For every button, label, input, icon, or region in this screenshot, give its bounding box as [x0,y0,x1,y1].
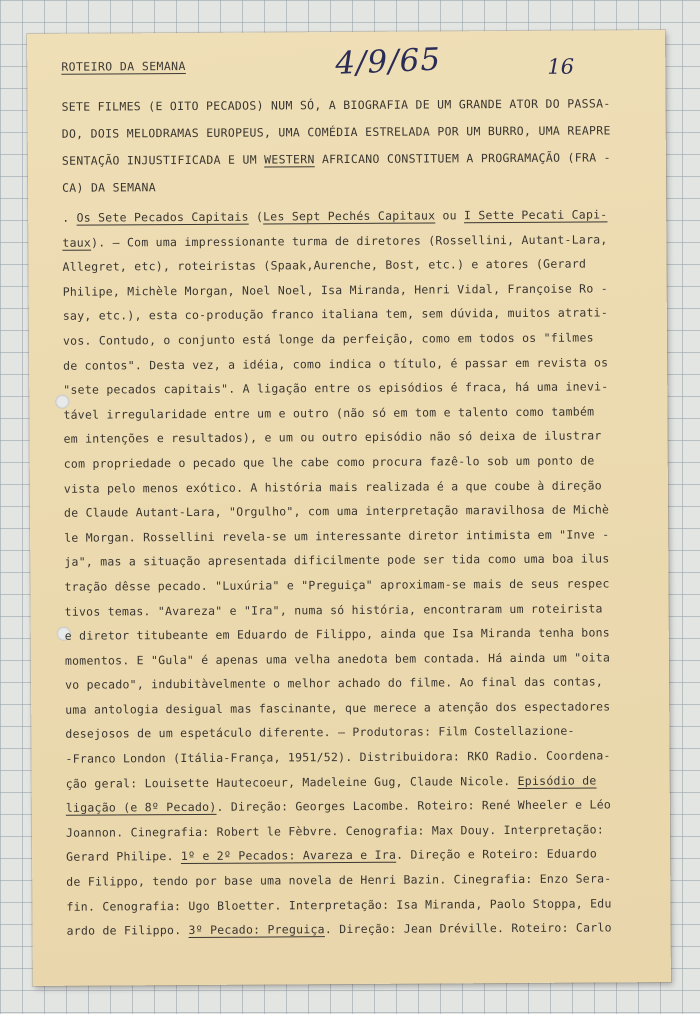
text-line: vo pecado", indubitàvelmente o melhor achado do filme. Ao final das contas, [65,674,604,693]
text-line: tável irregularidade entre um e outro (não só em tom e talento como também [63,404,595,422]
text-line: . Os Sete Pecados Capitais (Les Sept Pechés Capitaux ou I Sette Pecati Capi- [62,207,608,225]
text-line: ção geral: Louisette Hautecoeur, Madeleine Gug, Claude Nicole. Episódio de [65,773,597,791]
text-line: SETE FILMES (E OITO PECADOS) NUM SÓ, A BIOGRAFIA DE UM GRANDE ATOR DO PASSA- [61,96,611,114]
text-line: Joannon. Cinegrafia: Robert le Fèbvre. Cenografia: Max Douy. Interpretação: [65,822,605,840]
text-line: de Filippo, tendo por base uma novela de Henri Bazin. Cinegrafia: Enzo Sera- [66,871,612,889]
text-line: vista pelo menos exótico. A história mais realizada é a que coube à direção [63,477,602,496]
text-line: com propriedade o pecado que lhe cabe como procura fazê-lo sob um ponto de [63,453,595,471]
review-text [62,202,656,943]
typewritten-page [27,30,671,986]
text-line: e diretor titubeante em Eduardo de Filippo, ainda que Isa Miranda tenha bons [64,625,611,643]
text-line: SENTAÇÃO INJUSTIFICADA E UM WESTERN AFRICANO CONSTITUEM A PROGRAMAÇÃO (FRA - [61,150,611,168]
text-line: tração dêsse pecado. "Luxúria" e "Preguiça" aproximam-se mais de seus respec [64,576,610,594]
text-line: vos. Contudo, o conjunto está longe da perfeição, como em todos os "filmes [62,330,594,348]
text-line: Gerard Philipe. 1º e 2º Pecados: Avareza e Ira. Direção e Roteiro: Eduardo [66,846,598,865]
text-line: ja", mas a situação apresentada dificilmente pode ser tida como uma boa ilus [64,551,610,570]
text-line: say, etc.), esta co-produção franco italiana tem, sem dúvida, muitos atrati- [62,305,609,324]
text-line: Philipe, Michèle Morgan, Noel Noel, Isa Miranda, Henri Vidal, Françoise Ro - [62,281,608,299]
text-line: ligação (e 8º Pecado). Direção: Georges Lacombe. Roteiro: René Wheeler e Léo [65,797,612,815]
text-line: le Morgan. Rossellini revela-se um interessante diretor intimista em "Inve - [64,527,610,545]
text-line: de contos". Desta vez, a idéia, como indica o título, é passar em revista os [63,354,609,373]
text-line: DO, DOIS MELODRAMAS EUROPEUS, UMA COMÉDIA ESTRELADA POR UM BURRO, UMA REAPRE [61,123,611,141]
text-line: de Claude Autant-Lara, "Orgulho", com uma interpretação maravilhosa de Michè [63,502,610,520]
text-line: fin. Cenografia: Ugo Bloetter. Interpretação: Isa Miranda, Paolo Stoppa, Edu [66,896,612,914]
text-line: uma antologia desigual mas fascinante, que merece a atenção dos espectadores [65,699,611,717]
text-line: "sete pecados capitais". A ligação entre os episódios é fraca, há uma inevi- [63,379,609,397]
handwritten-page-number: 16 [547,54,575,79]
summary-paragraph [61,90,644,202]
text-line: Allegret, etc), roteiristas (Spaak,Aurenche, Bost, etc.) e atores (Gerard [62,256,587,274]
text-line: taux). — Com uma impressionante turma de diretores (Rossellini, Autant-Lara, [62,232,608,250]
text-line: desejosos de um espetáculo diferente. — Produtoras: Film Costellazione- [65,724,575,742]
text-line: CA) DA SEMANA [61,180,157,195]
handwritten-date: 4/9/65 [334,41,442,82]
text-line: -Franco London (Itália-França, 1951/52). Distribuidora: RKO Radio. Coordena- [65,748,611,766]
text-line: ardo de Filippo. 3º Pecado: Preguiça. Direção: Jean Dréville. Roteiro: Carlo [66,920,612,938]
text-line: momentos. E "Gula" é apenas uma velha anedota bem contada. Há ainda um "oita [64,650,611,668]
text-line: tivos temas. "Avareza" e "Ira", numa só história, encontraram um roteirista [64,600,603,619]
text-line: em intenções e resultados), e um ou outro episódio não só deixa de ilustrar [63,428,602,447]
page-header: ROTEIRO DA SEMANA [61,58,186,74]
